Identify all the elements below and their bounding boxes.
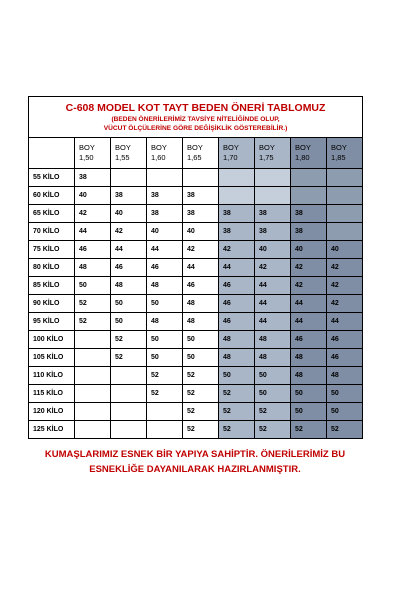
weight-label: 75 KİLO xyxy=(29,241,75,259)
table-row xyxy=(29,385,363,403)
size-cell xyxy=(111,169,147,187)
size-cell: 48 xyxy=(291,367,327,385)
weight-label: 70 KİLO xyxy=(29,223,75,241)
size-cell: 42 xyxy=(75,205,111,223)
size-cell: 50 xyxy=(183,349,219,367)
size-cell: 48 xyxy=(291,349,327,367)
table-row xyxy=(29,223,363,241)
size-cell xyxy=(183,169,219,187)
size-cell: 50 xyxy=(255,367,291,385)
size-cell: 48 xyxy=(219,349,255,367)
weight-label: 105 KİLO xyxy=(29,349,75,367)
size-cell: 44 xyxy=(327,313,363,331)
size-cell: 48 xyxy=(255,331,291,349)
size-cell xyxy=(111,403,147,421)
size-cell xyxy=(111,385,147,403)
weight-label: 55 KİLO xyxy=(29,169,75,187)
size-cell: 44 xyxy=(111,241,147,259)
chart-subtitle-line-2: VÜCUT ÖLÇÜLERİNE GÖRE DEĞİŞİKLİK GÖSTEREBİLİR.) xyxy=(103,124,288,132)
size-cell: 38 xyxy=(75,169,111,187)
size-cell xyxy=(219,169,255,187)
table-row xyxy=(29,295,363,313)
size-cell: 48 xyxy=(327,367,363,385)
size-cell: 44 xyxy=(75,223,111,241)
weight-label: 95 KİLO xyxy=(29,313,75,331)
size-cell: 40 xyxy=(291,241,327,259)
weight-label: 90 KİLO xyxy=(29,295,75,313)
size-cell: 52 xyxy=(183,385,219,403)
size-cell: 44 xyxy=(183,259,219,277)
weight-label: 125 KİLO xyxy=(29,421,75,439)
size-cell: 44 xyxy=(219,259,255,277)
size-cell: 50 xyxy=(111,295,147,313)
size-cell xyxy=(291,169,327,187)
weight-label: 65 KİLO xyxy=(29,205,75,223)
chart-subtitle-line-1: (BEDEN ÖNERİLERİMİZ TAVSİYE NİTELİĞİNDE OLUP, xyxy=(111,115,280,123)
size-cell xyxy=(219,187,255,205)
size-cell xyxy=(147,169,183,187)
column-header xyxy=(327,138,363,169)
size-cell: 52 xyxy=(75,295,111,313)
size-cell xyxy=(75,403,111,421)
footer-line-1: KUMAŞLARIMIZ ESNEK BİR YAPIYA SAHİPTİR. ÖNERİLERİMİZ BU xyxy=(44,449,346,460)
column-header xyxy=(291,138,327,169)
size-cell: 50 xyxy=(255,385,291,403)
size-cell: 52 xyxy=(183,421,219,439)
size-cell: 52 xyxy=(147,367,183,385)
size-cell: 50 xyxy=(75,277,111,295)
weight-label: 110 KİLO xyxy=(29,367,75,385)
size-cell xyxy=(327,169,363,187)
size-cell: 52 xyxy=(219,385,255,403)
size-cell: 38 xyxy=(291,205,327,223)
table-row xyxy=(29,187,363,205)
size-cell: 38 xyxy=(183,187,219,205)
size-cell: 40 xyxy=(75,187,111,205)
size-cell: 40 xyxy=(327,241,363,259)
table-row xyxy=(29,259,363,277)
size-cell xyxy=(147,421,183,439)
footer-line-2: ESNEKLİĞE DAYANILARAK HAZIRLANMIŞTIR. xyxy=(89,464,301,475)
weight-label: 100 KİLO xyxy=(29,331,75,349)
size-cell xyxy=(255,169,291,187)
table-row xyxy=(29,205,363,223)
size-cell xyxy=(111,367,147,385)
size-cell: 48 xyxy=(183,295,219,313)
size-cell: 40 xyxy=(111,205,147,223)
size-cell: 52 xyxy=(327,421,363,439)
weight-label: 120 KİLO xyxy=(29,403,75,421)
size-cell: 42 xyxy=(255,259,291,277)
size-cell: 46 xyxy=(327,349,363,367)
column-boy-label: BOY xyxy=(79,143,95,152)
size-cell: 52 xyxy=(255,403,291,421)
column-header xyxy=(183,138,219,169)
weight-label: 85 KİLO xyxy=(29,277,75,295)
size-cell: 48 xyxy=(75,259,111,277)
size-cell: 40 xyxy=(147,223,183,241)
table-body xyxy=(29,169,363,439)
size-cell: 38 xyxy=(183,205,219,223)
size-cell xyxy=(327,205,363,223)
size-cell: 52 xyxy=(147,385,183,403)
size-cell: 38 xyxy=(147,205,183,223)
size-cell: 46 xyxy=(219,295,255,313)
size-cell: 46 xyxy=(327,331,363,349)
table-row xyxy=(29,421,363,439)
weight-label: 80 KİLO xyxy=(29,259,75,277)
size-cell: 44 xyxy=(291,313,327,331)
size-cell xyxy=(75,331,111,349)
column-header xyxy=(75,138,111,169)
size-cell: 48 xyxy=(147,277,183,295)
size-cell xyxy=(327,223,363,241)
size-cell: 38 xyxy=(255,223,291,241)
size-cell: 38 xyxy=(219,223,255,241)
size-cell: 50 xyxy=(147,349,183,367)
size-cell: 46 xyxy=(219,313,255,331)
column-height-label: 1,85 xyxy=(331,153,346,162)
size-cell: 50 xyxy=(219,367,255,385)
size-cell: 52 xyxy=(219,403,255,421)
table-row xyxy=(29,277,363,295)
header-row xyxy=(29,138,363,169)
size-cell: 50 xyxy=(327,403,363,421)
column-header xyxy=(111,138,147,169)
size-cell: 50 xyxy=(291,403,327,421)
size-cell: 50 xyxy=(291,385,327,403)
table-row xyxy=(29,349,363,367)
size-cell: 38 xyxy=(291,223,327,241)
size-cell: 48 xyxy=(111,277,147,295)
size-cell: 44 xyxy=(255,277,291,295)
table-row xyxy=(29,313,363,331)
column-height-label: 1,55 xyxy=(115,153,130,162)
column-header xyxy=(147,138,183,169)
size-cell: 42 xyxy=(327,295,363,313)
chart-title: C-608 MODEL KOT TAYT BEDEN ÖNERİ TABLOMUZ xyxy=(65,101,326,114)
size-cell: 48 xyxy=(219,331,255,349)
size-cell: 52 xyxy=(75,313,111,331)
table-row xyxy=(29,367,363,385)
size-cell: 42 xyxy=(291,277,327,295)
size-cell: 42 xyxy=(291,259,327,277)
size-cell: 46 xyxy=(183,277,219,295)
column-height-label: 1,50 xyxy=(79,153,94,162)
size-cell: 40 xyxy=(255,241,291,259)
title-cell xyxy=(29,97,363,138)
size-cell: 52 xyxy=(183,403,219,421)
size-cell: 38 xyxy=(219,205,255,223)
size-cell: 38 xyxy=(111,187,147,205)
size-cell: 50 xyxy=(147,331,183,349)
size-cell xyxy=(75,349,111,367)
size-cell xyxy=(75,421,111,439)
size-cell: 50 xyxy=(147,295,183,313)
column-boy-label: BOY xyxy=(187,143,203,152)
size-cell: 52 xyxy=(111,331,147,349)
column-height-label: 1,65 xyxy=(187,153,202,162)
size-cell: 42 xyxy=(183,241,219,259)
column-header xyxy=(255,138,291,169)
size-cell: 46 xyxy=(219,277,255,295)
column-boy-label: BOY xyxy=(295,143,311,152)
table-row xyxy=(29,169,363,187)
size-cell: 48 xyxy=(255,349,291,367)
size-cell: 46 xyxy=(75,241,111,259)
column-height-label: 1,70 xyxy=(223,153,238,162)
column-height-label: 1,60 xyxy=(151,153,166,162)
column-height-label: 1,75 xyxy=(259,153,274,162)
size-cell xyxy=(291,187,327,205)
column-boy-label: BOY xyxy=(259,143,275,152)
size-table xyxy=(28,96,363,439)
column-boy-label: BOY xyxy=(331,143,347,152)
size-cell: 52 xyxy=(183,367,219,385)
size-cell: 44 xyxy=(255,295,291,313)
size-cell: 38 xyxy=(255,205,291,223)
size-cell: 44 xyxy=(255,313,291,331)
size-cell: 48 xyxy=(183,313,219,331)
size-cell: 52 xyxy=(291,421,327,439)
size-cell xyxy=(75,367,111,385)
size-cell xyxy=(147,403,183,421)
column-height-label: 1,80 xyxy=(295,153,310,162)
size-cell xyxy=(75,385,111,403)
table-row xyxy=(29,403,363,421)
size-cell: 50 xyxy=(327,385,363,403)
footer-note xyxy=(28,447,362,477)
size-cell xyxy=(111,421,147,439)
size-cell: 50 xyxy=(111,313,147,331)
weight-label: 115 KİLO xyxy=(29,385,75,403)
size-cell xyxy=(327,187,363,205)
size-cell: 46 xyxy=(147,259,183,277)
column-header xyxy=(219,138,255,169)
size-cell: 38 xyxy=(147,187,183,205)
table-row xyxy=(29,331,363,349)
size-cell: 46 xyxy=(291,331,327,349)
size-cell: 40 xyxy=(183,223,219,241)
column-boy-label: BOY xyxy=(151,143,167,152)
size-cell: 44 xyxy=(291,295,327,313)
column-boy-label: BOY xyxy=(115,143,131,152)
size-cell: 42 xyxy=(111,223,147,241)
size-cell: 42 xyxy=(327,259,363,277)
size-cell: 46 xyxy=(111,259,147,277)
size-cell: 50 xyxy=(183,331,219,349)
size-cell: 48 xyxy=(147,313,183,331)
size-cell: 52 xyxy=(111,349,147,367)
column-boy-label: BOY xyxy=(223,143,239,152)
size-chart xyxy=(28,96,362,477)
weight-label: 60 KİLO xyxy=(29,187,75,205)
corner-cell xyxy=(29,138,75,169)
size-cell xyxy=(255,187,291,205)
size-cell: 42 xyxy=(219,241,255,259)
size-cell: 44 xyxy=(147,241,183,259)
size-cell: 52 xyxy=(255,421,291,439)
size-cell: 42 xyxy=(327,277,363,295)
table-row xyxy=(29,241,363,259)
size-cell: 52 xyxy=(219,421,255,439)
